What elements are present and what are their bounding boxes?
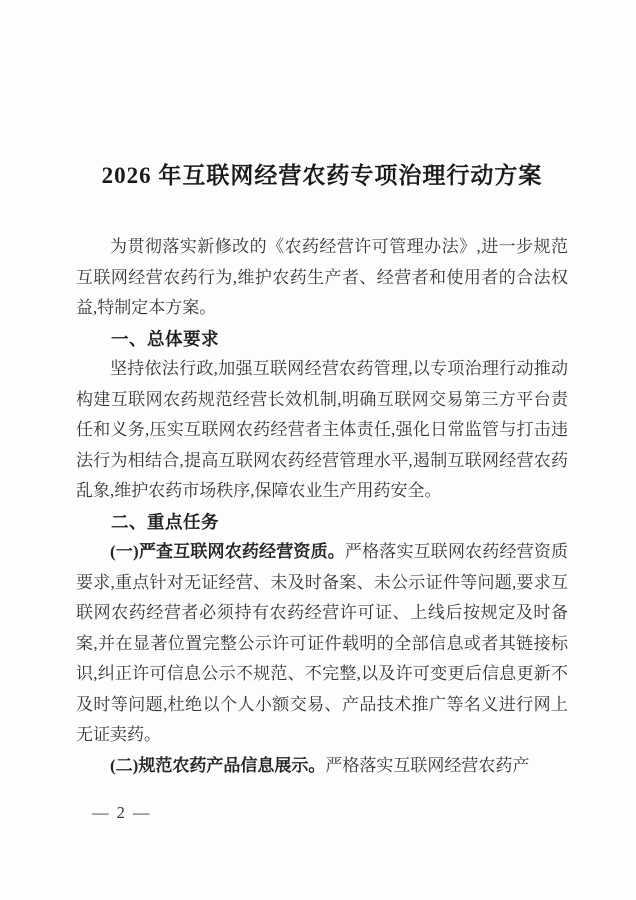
- task-2-lead: (二)规范农药产品信息展示。: [110, 755, 326, 775]
- task-2-body: 严格落实互联网经营农药产: [325, 755, 530, 775]
- page-number: — 2 —: [92, 803, 152, 822]
- task-2-paragraph: [76, 751, 568, 782]
- section-2-heading: 二、重点任务: [111, 511, 219, 532]
- document-content: [76, 161, 568, 781]
- task-1-lead: (一)严查互联网农药经营资质。: [110, 542, 345, 561]
- section-1-paragraph: 坚持依法行政,加强互联网经营农药管理,以专项治理行动推动构建互联网农药规范经营长效机制,明确互联网交易第三方平台责任和义务,压实互联网农药经营者主体责任,强化日常监管与打击违法行为相结合,提高互联网农药经营管理水平,遏制互联网经营农药乱象,维护农药市场秩序,保障农业生产用药安全。: [76, 359, 568, 500]
- document-title: 2026 年互联网经营农药专项治理行动方案: [101, 163, 543, 188]
- task-1-paragraph: [76, 537, 568, 751]
- intro-paragraph: 为贯彻落实新修改的《农药经营许可管理办法》,进一步规范互联网经营农药行为,维护农药生产者、经营者和使用者的合法权益,特制定本方案。: [76, 237, 568, 317]
- task-1-body: 严格落实互联网农药经营资质要求,重点针对无证经营、未及时备案、未公示证件等问题,要求互联网农药经营者必须持有农药经营许可证、上线后按规定及时备案,并在显著位置完整公示许可证件载明的全部信息或者其链接标识,纠正许可信息公示不规范、不完整,以及许可变更后信息更新不及时等问题,杜绝以个人小额交易、产品技术推广等名义进行网上无证卖药。: [76, 542, 568, 744]
- section-1-heading: 一、总体要求: [111, 328, 219, 349]
